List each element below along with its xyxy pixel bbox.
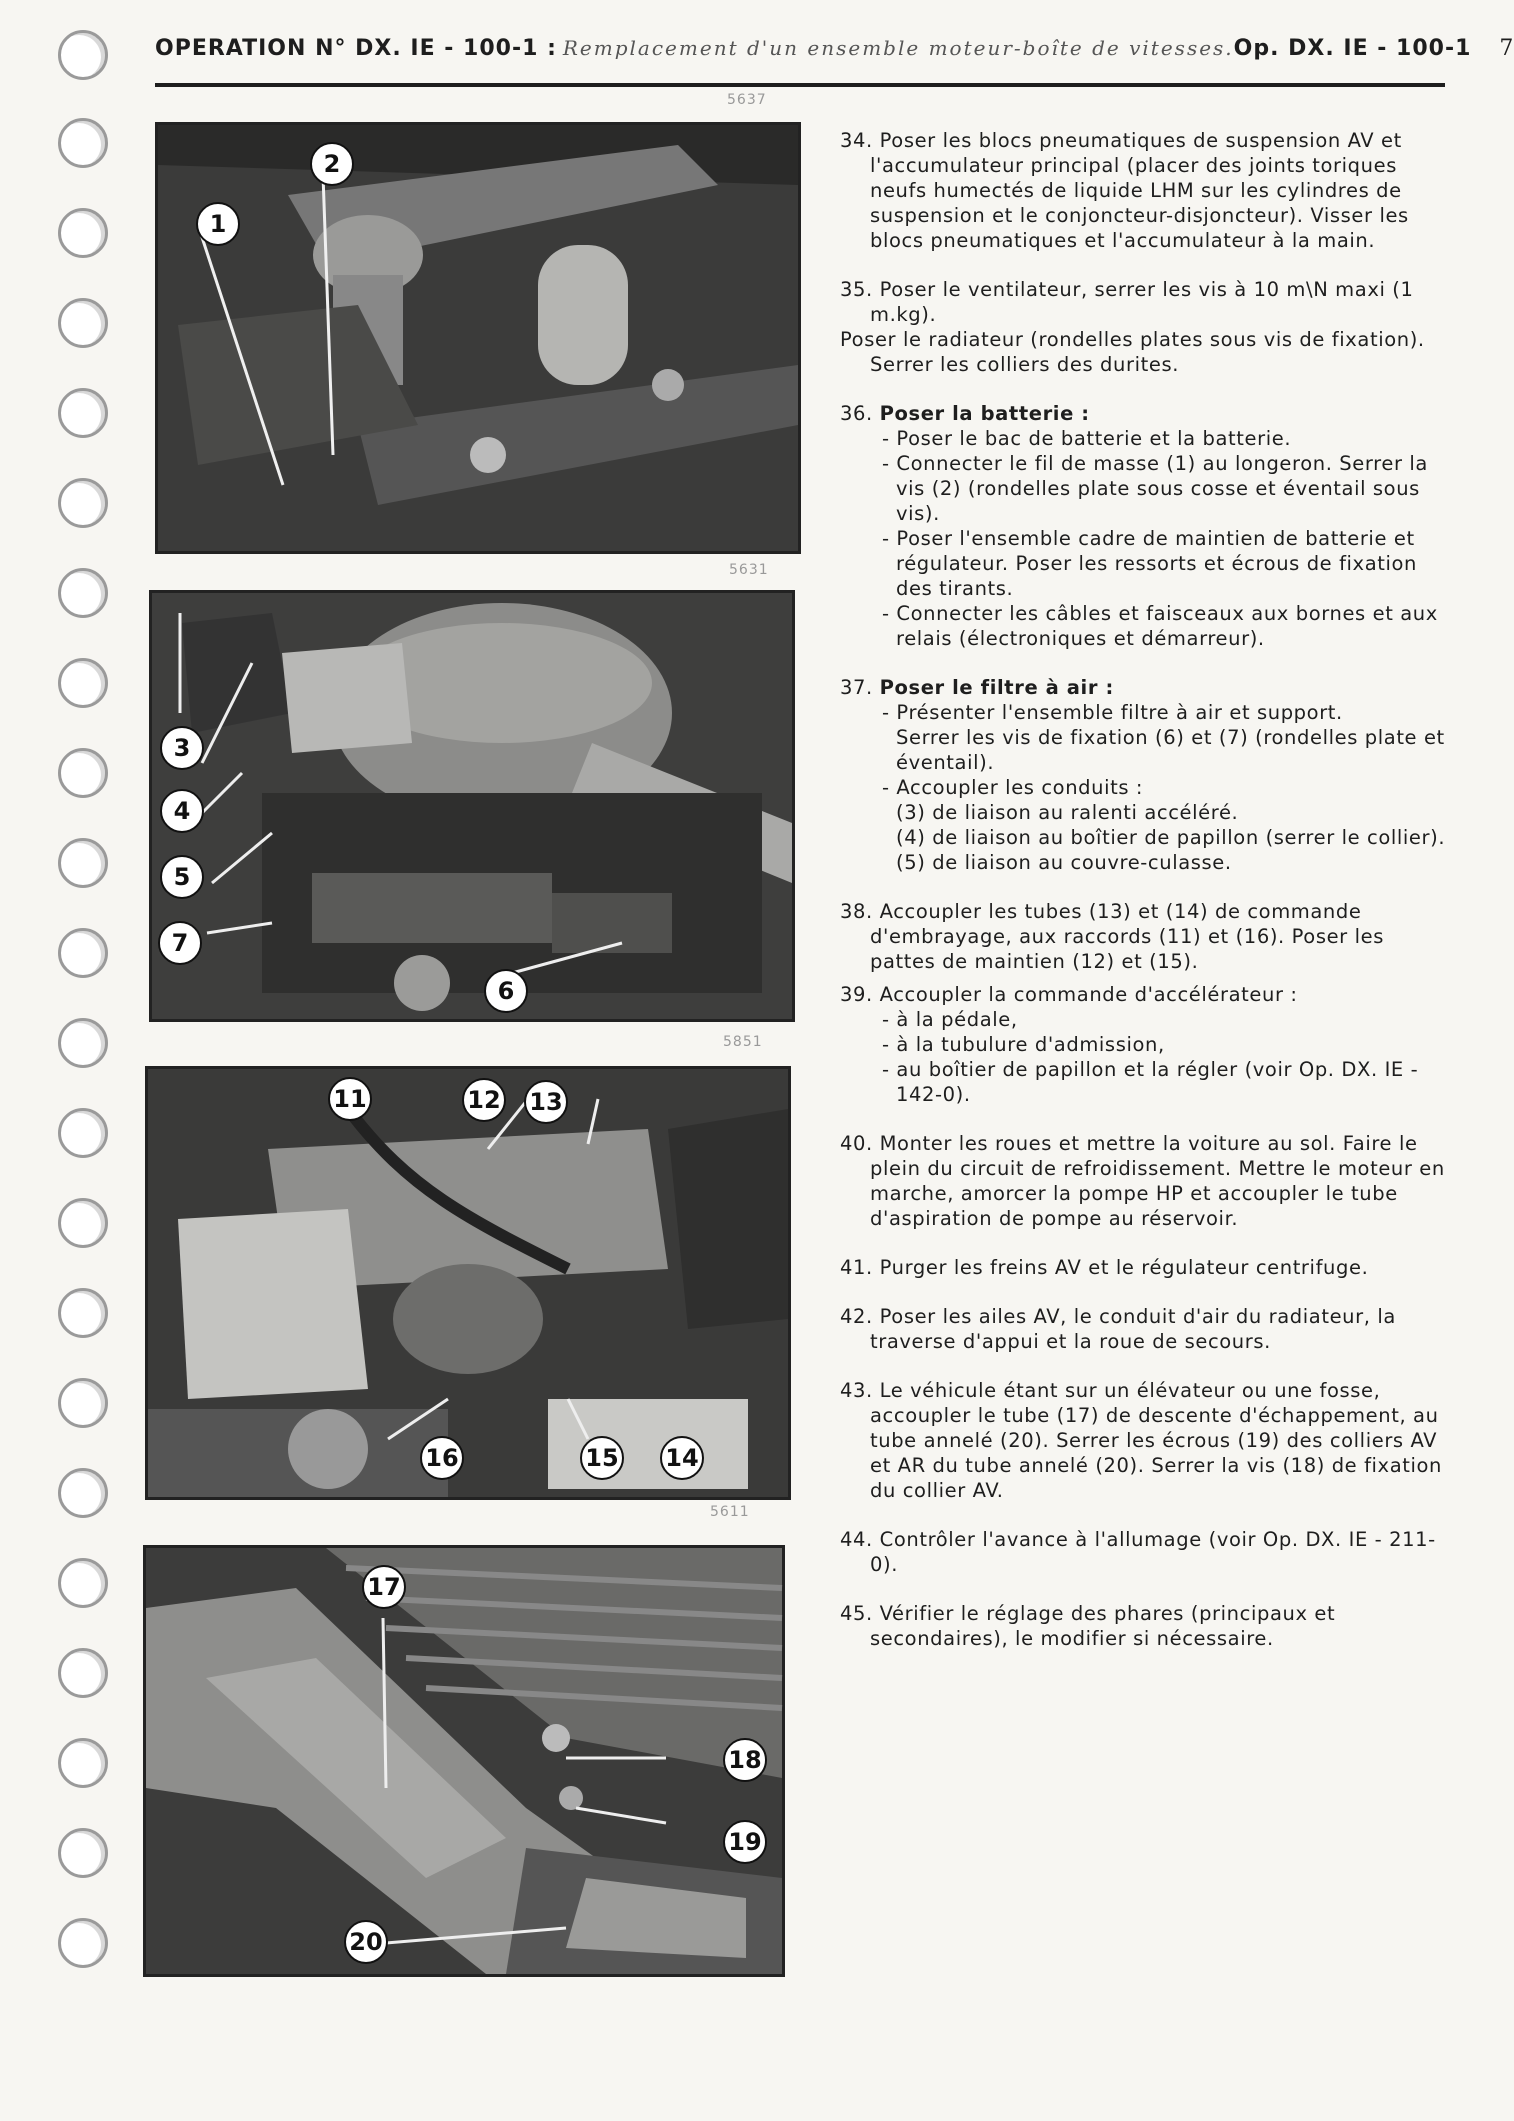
step-number: 43. [840,1379,873,1402]
operation-subtitle: Remplacement d'un ensemble moteur-boîte de vitesses. [562,36,1234,60]
step-sub: - Poser le bac de batterie et la batterie. [882,427,1292,450]
step-text [840,1601,1455,1651]
step-sub: - à la pédale, [882,1008,1018,1031]
step-sub: (4) de liaison au boîtier de papillon (serrer le collier). [896,826,1446,849]
step-line: Contrôler l'avance à l'allumage (voir Op. DX. IE - 211-0). [870,1528,1436,1576]
binder-hole [58,478,108,528]
step-text [840,1255,1455,1280]
step-number: 44. [840,1528,873,1551]
step-head: Poser le filtre à air : [879,676,1114,699]
step-number: 42. [840,1305,873,1328]
step-36 [840,401,1455,651]
binder-hole [58,928,108,978]
callout-17: 17 [362,1565,406,1609]
photo-exhaust [143,1545,785,1977]
step-sub: - à la tubulure d'admission, [882,1033,1165,1056]
callout-15: 15 [580,1436,624,1480]
step-number: 39. [840,983,873,1006]
step-text [840,1378,1455,1503]
operation-reference: Op. DX. IE - 100-1 [1233,36,1472,61]
step-35 [840,277,1455,377]
callout-2: 2 [310,142,354,186]
step-text [840,982,1455,1007]
step-44 [840,1527,1455,1577]
step-number: 34. [840,129,873,152]
engine-bay-illustration [158,125,798,551]
step-text [840,1304,1455,1354]
binder-hole [58,1828,108,1878]
callout-13: 13 [524,1080,568,1124]
binder-hole [58,1018,108,1068]
callout-7: 7 [158,921,202,965]
header-rule [155,83,1445,87]
photo-number: 5851 [723,1034,763,1050]
step-sub: Serrer les vis de fixation (6) et (7) (rondelles plate et éventail). [896,726,1445,774]
binder-hole [58,1288,108,1338]
step-line: Le véhicule étant sur un élévateur ou une fosse, accoupler le tube (17) de descente d'échappement, au tube annelé (20). Serrer les écrous (19) des colliers AV et AR du tube annelé (20). Serrer la vis (18) de fixation du collier AV. [870,1379,1443,1502]
step-40 [840,1131,1455,1231]
step-sub: - au boîtier de papillon et la régler (voir Op. DX. IE - 142-0). [882,1058,1419,1106]
binder-hole [58,1558,108,1608]
step-43 [840,1378,1455,1503]
step-number: 37. [840,676,873,699]
binder-hole [58,30,108,80]
binder-margin [0,0,130,2121]
callout-5: 5 [160,855,204,899]
binder-hole [58,208,108,258]
photo-number: 5637 [727,92,767,108]
step-text [840,1131,1455,1231]
step-line: Accoupler les tubes (13) et (14) de commande d'embrayage, aux raccords (11) et (16). Poser les pattes de maintien (12) et (15). [870,900,1384,973]
step-sub: - Connecter le fil de masse (1) au longeron. Serrer la vis (2) (rondelles plate sous cosse et éventail sous vis). [882,452,1428,525]
step-45 [840,1601,1455,1651]
page-header [155,36,1514,76]
step-text [840,128,1455,253]
callout-11: 11 [328,1077,372,1121]
binder-hole [58,658,108,708]
binder-hole [58,1738,108,1788]
step-34 [840,128,1455,253]
step-sub: - Accoupler les conduits : [882,776,1144,799]
step-line: Poser les ailes AV, le conduit d'air du radiateur, la traverse d'appui et la roue de secours. [870,1305,1396,1353]
step-41 [840,1255,1455,1280]
step-line: Vérifier le réglage des phares (principaux et secondaires), le modifier si nécessaire. [870,1602,1336,1650]
callout-20: 20 [344,1920,388,1964]
instruction-steps [840,128,1455,1675]
binder-hole [58,1198,108,1248]
callout-14: 14 [660,1436,704,1480]
step-text [840,899,1455,974]
step-number: 38. [840,900,873,923]
step-sub: (3) de liaison au ralenti accéléré. [896,801,1239,824]
step-text [840,1527,1455,1577]
step-38 [840,899,1455,974]
air-filter-illustration [152,593,792,1019]
callout-16: 16 [420,1436,464,1480]
photo-air-filter [149,590,795,1022]
exhaust-illustration [146,1548,782,1974]
binder-hole [58,568,108,618]
binder-hole [58,1648,108,1698]
step-line: Poser les blocs pneumatiques de suspension AV et l'accumulateur principal (placer des joints toriques neufs humectés de liquide LHM sur les cylindres de suspension et le conjoncteur-disjoncteur). Visser les blocs pneumatiques et l'accumulateur à la main. [870,129,1409,252]
binder-hole [58,1108,108,1158]
step-head: Poser la batterie : [879,402,1090,425]
photo-number: 5631 [729,562,769,578]
binder-hole [58,838,108,888]
step-line: Accoupler la commande d'accélérateur : [879,983,1298,1006]
binder-hole [58,1378,108,1428]
step-sub: - Poser l'ensemble cadre de maintien de batterie et régulateur. Poser les ressorts et écrous de fixation des tirants. [882,527,1418,600]
binder-hole [58,298,108,348]
photo-battery-area [155,122,801,554]
binder-hole [58,1468,108,1518]
step-42 [840,1304,1455,1354]
step-heading [840,401,1455,426]
step-heading [840,675,1455,700]
step-number: 35. [840,278,873,301]
step-sub: - Connecter les câbles et faisceaux aux bornes et aux relais (électroniques et démarreur). [882,602,1438,650]
photo-clutch-tubes [145,1066,791,1500]
step-text [840,277,1455,327]
step-sub: (5) de liaison au couvre-culasse. [896,851,1232,874]
step-line: Poser le ventilateur, serrer les vis à 10 m\N maxi (1 m.kg). [870,278,1414,326]
step-sub: - Présenter l'ensemble filtre à air et support. [882,701,1343,724]
binder-hole [58,118,108,168]
binder-hole [58,1918,108,1968]
callout-6: 6 [484,969,528,1013]
step-number: 41. [840,1256,873,1279]
step-39 [840,982,1455,1107]
page-number: 7 [1499,36,1514,61]
callout-18: 18 [723,1738,767,1782]
binder-hole [58,748,108,798]
binder-hole [58,388,108,438]
clutch-tubes-illustration [148,1069,788,1497]
step-number: 45. [840,1602,873,1625]
callout-1: 1 [196,202,240,246]
step-37 [840,675,1455,875]
photo-number: 5611 [710,1504,750,1520]
callout-4: 4 [160,789,204,833]
step-line: Monter les roues et mettre la voiture au sol. Faire le plein du circuit de refroidissement. Mettre le moteur en marche, amorcer la pompe HP et accoupler le tube d'aspiration de pompe au réservoir. [870,1132,1445,1230]
step-line: Poser le radiateur (rondelles plates sous vis de fixation). Serrer les colliers des durites. [840,328,1425,376]
operation-title: OPERATION N° DX. IE - 100-1 : [155,36,557,61]
step-number: 40. [840,1132,873,1155]
step-line: Purger les freins AV et le régulateur centrifuge. [879,1256,1369,1279]
callout-19: 19 [723,1820,767,1864]
callout-3: 3 [160,726,204,770]
step-number: 36. [840,402,873,425]
callout-12: 12 [462,1078,506,1122]
